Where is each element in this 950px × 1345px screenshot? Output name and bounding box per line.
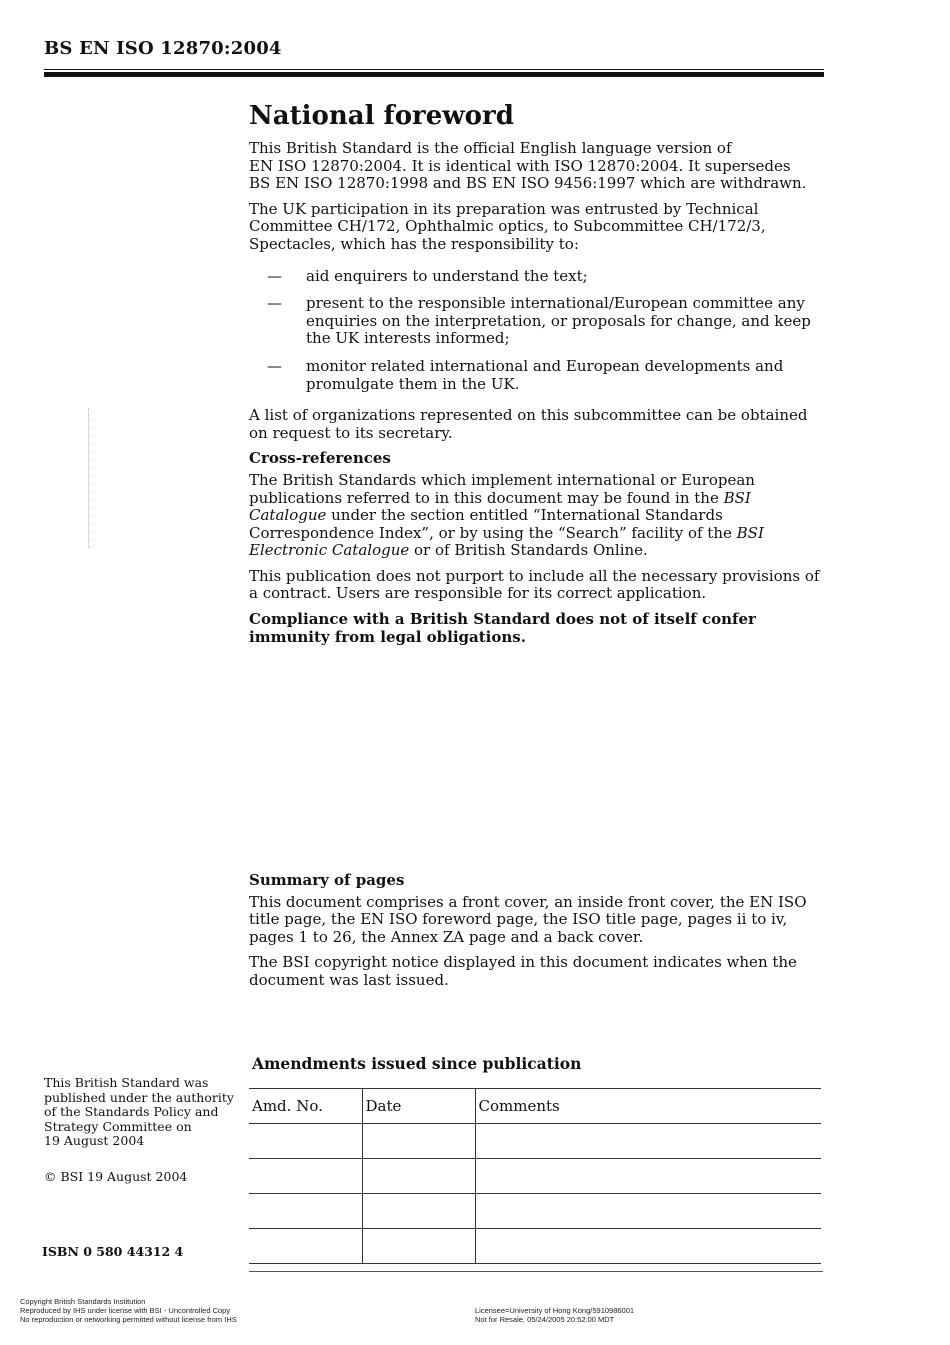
dash-marker: — <box>267 356 282 375</box>
table-cell <box>362 1229 475 1264</box>
footer-line: Licensee=University of Hong Kong/5910986001 <box>475 1306 635 1315</box>
national-foreword-section <box>249 100 827 654</box>
intro-paragraph <box>249 140 827 193</box>
table-row <box>249 1124 821 1159</box>
provisions-paragraph: This publication does not purport to include all the necessary provisions of a contract. Users are responsible for its correct application. <box>249 566 820 603</box>
list-item <box>249 295 827 348</box>
column-header-amd-no: Amd. No. <box>249 1089 362 1124</box>
list-item-text: present to the responsible international/European committee any enquiries on the interpretation, or proposals for change, and keep the UK interests informed; <box>306 294 811 348</box>
header-rule-thin <box>44 69 824 70</box>
table-row <box>249 1159 821 1194</box>
authority-line: This British Standard was <box>44 1075 209 1090</box>
table-cell <box>249 1124 362 1159</box>
authority-statement <box>44 1076 234 1149</box>
margin-mark <box>88 408 90 548</box>
list-item-text: monitor related international and European developments and promulgate them in the UK. <box>306 356 784 393</box>
header-rule-thick <box>44 72 824 77</box>
authority-line: of the Standards Policy and <box>44 1104 219 1119</box>
table-cell <box>475 1159 821 1194</box>
authority-line: 19 August 2004 <box>44 1133 145 1148</box>
table-cell <box>475 1194 821 1229</box>
authority-line: Strategy Committee on <box>44 1118 192 1134</box>
document-id: BS EN ISO 12870:2004 <box>44 38 282 59</box>
amendments-table <box>249 1088 821 1264</box>
intro-line-3: BS EN ISO 12870:1998 and BS EN ISO 9456:1997 which are withdrawn. <box>249 174 807 193</box>
column-header-date: Date <box>362 1089 475 1124</box>
list-item <box>249 268 827 286</box>
intro-line-1: This British Standard is the official English language version of <box>249 139 732 157</box>
column-header-comments: Comments <box>475 1089 821 1124</box>
crossref-text-1: The British Standards which implement international or European publications referred to in this document may be found in the <box>249 470 755 507</box>
table-cell <box>249 1194 362 1229</box>
table-header-row <box>249 1089 821 1124</box>
summary-paragraph: This document comprises a front cover, an inside front cover, the EN ISO title page, the EN ISO foreword page, the ISO title page, pages ii to iv, pages 1 to 26, the Annex ZA page and a back cover. <box>249 892 807 946</box>
cross-references-heading: Cross-references <box>249 449 391 468</box>
footer-line: Copyright British Standards Institution <box>20 1297 146 1306</box>
table-row <box>249 1194 821 1229</box>
bottom-rule <box>249 1271 823 1272</box>
intro-line-2: EN ISO 12870:2004. It is identical with ISO 12870:2004. It supersedes <box>249 156 791 175</box>
amendments-title: Amendments issued since publication <box>252 1054 582 1073</box>
copyright-notice-paragraph: The BSI copyright notice displayed in this document indicates when the document was last issued. <box>249 953 797 989</box>
table-cell <box>362 1124 475 1159</box>
isbn: ISBN 0 580 44312 4 <box>42 1244 184 1259</box>
table-cell <box>249 1229 362 1264</box>
bsi-electronic-catalogue-title: BSI Electronic Catalogue <box>249 523 764 560</box>
table-cell <box>475 1124 821 1159</box>
compliance-statement: Compliance with a British Standard does not of itself confer immunity from legal obligations. <box>249 610 756 646</box>
table-cell <box>362 1159 475 1194</box>
summary-heading: Summary of pages <box>249 871 405 889</box>
cross-references-paragraph <box>249 472 827 560</box>
participation-paragraph: The UK participation in its preparation was entrusted by Technical Committee CH/172, Ophthalmic optics, to Subcommittee CH/172/3, Spectacles, which has the responsibility to: <box>249 199 766 253</box>
bsi-catalogue-title: BSI Catalogue <box>249 488 751 525</box>
dash-marker: — <box>267 266 282 285</box>
footer-license-notice <box>20 1297 320 1324</box>
responsibility-list <box>249 268 827 394</box>
dash-marker: — <box>267 294 282 313</box>
organizations-paragraph: A list of organizations represented on this subcommittee can be obtained on request to its secretary. <box>249 406 808 442</box>
summary-of-pages-section <box>249 872 827 998</box>
authority-line: published under the authority <box>44 1089 234 1105</box>
page-title: National foreword <box>249 101 514 131</box>
table-cell <box>362 1194 475 1229</box>
footer-line: Not for Resale, 05/24/2005 20:52:00 MDT <box>475 1315 615 1324</box>
crossref-text-2: under the section entitled “International Standards Correspondence Index”, or by using the “Search” facility of the <box>249 506 737 542</box>
table-row <box>249 1229 821 1264</box>
copyright-line: © BSI 19 August 2004 <box>44 1169 188 1184</box>
footer-line: Reproduced by IHS under license with BSI - Uncontrolled Copy <box>20 1306 231 1315</box>
table-cell <box>249 1159 362 1194</box>
footer-line: No reproduction or networking permitted without license from IHS <box>20 1315 237 1324</box>
table-cell <box>475 1229 821 1264</box>
crossref-text-3: or of British Standards Online. <box>409 541 648 560</box>
footer-licensee <box>475 1306 775 1324</box>
list-item-text: aid enquirers to understand the text; <box>306 266 588 285</box>
list-item <box>249 358 827 393</box>
